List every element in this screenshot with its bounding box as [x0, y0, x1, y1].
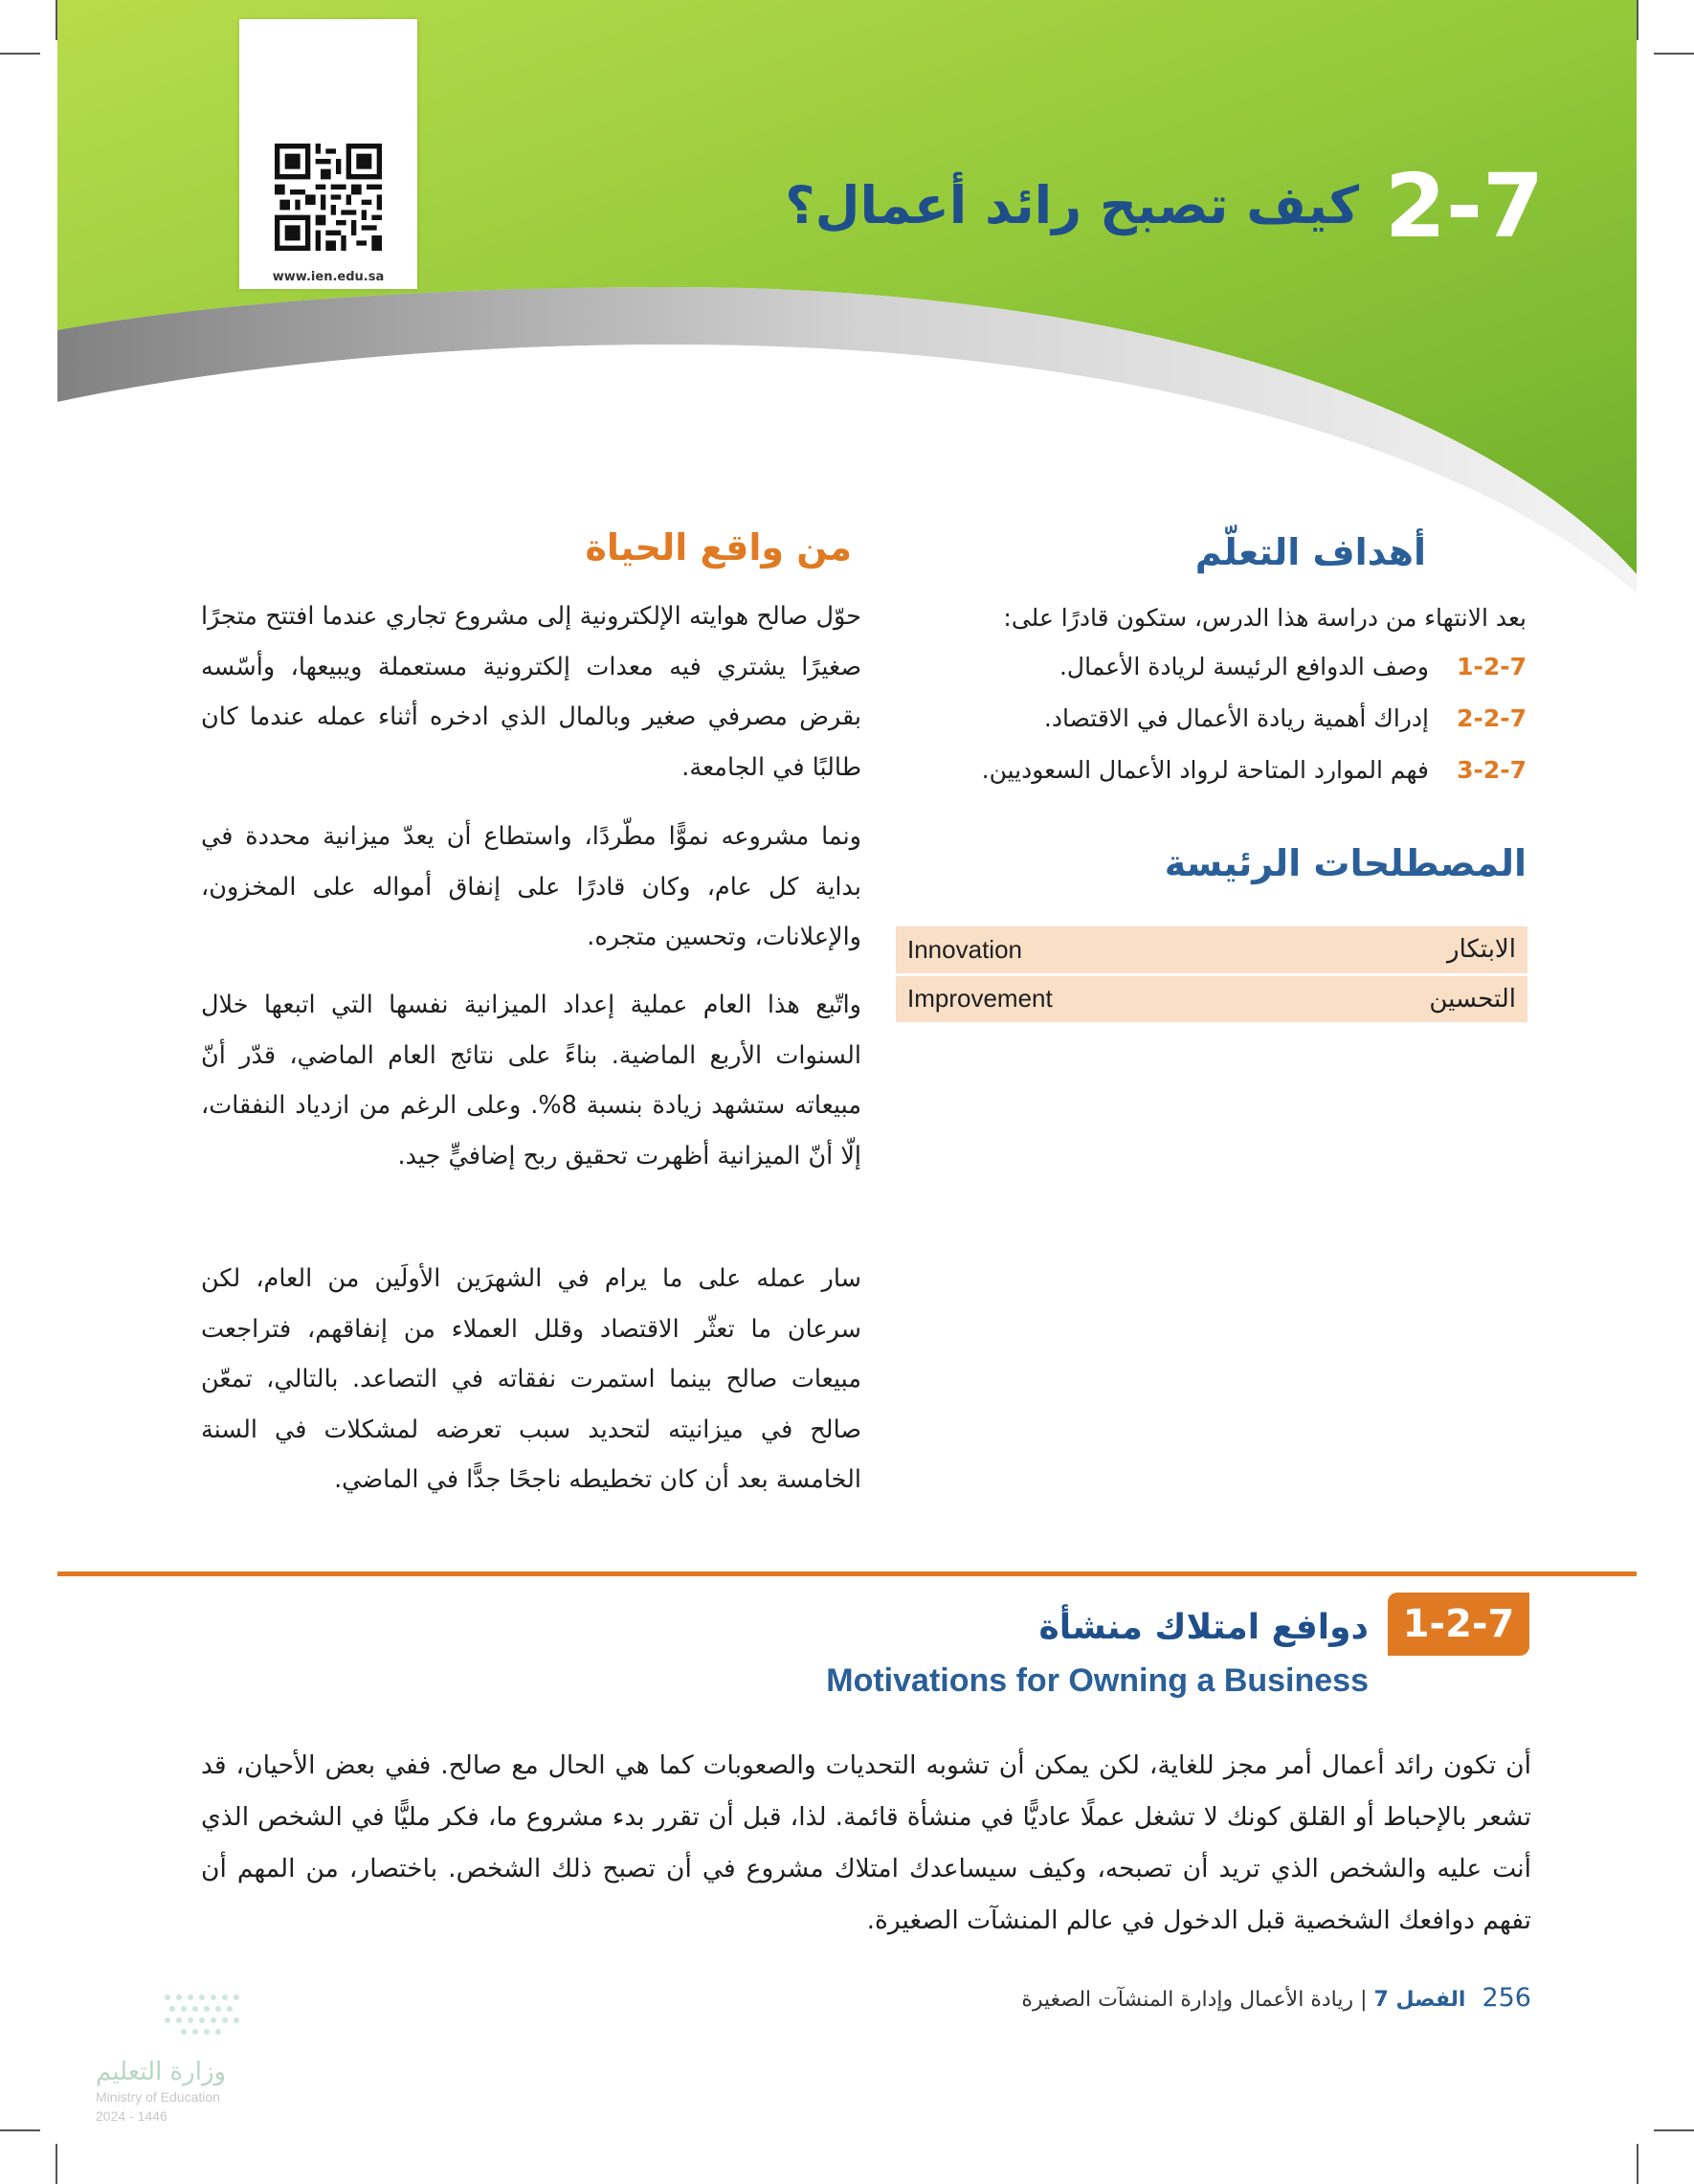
crop-mark: [1637, 2144, 1638, 2184]
objective-item: [900, 704, 1527, 732]
footer-separator: |: [1360, 1988, 1368, 2012]
real-life-paragraph: سار عمله على ما يرام في الشهرَين الأولَين من العام، لكن سرعان ما تعثّر الاقتصاد وقلل العملاء من إنفاقهم، فتراجعت مبيعات صالح بينما استمرت نفقاته في التصاعد. بالتالي، تمعّن صالح في ميزانيته لتحديد سبب تعرضه لمشكلات في السنة الخامسة بعد أن كان تخطيطه ناجحًا جدًّا في الماضي.: [201, 1264, 861, 1494]
section-number-badge: 1-2-7: [1388, 1593, 1529, 1656]
objectives-intro: بعد الانتهاء من دراسة هذا الدرس، ستكون قادرًا على:: [1003, 604, 1527, 632]
objective-text: فهم الموارد المتاحة لرواد الأعمال السعوديين.: [981, 756, 1429, 784]
objective-text: وصف الدوافع الرئيسة لريادة الأعمال.: [1059, 653, 1429, 680]
qr-url[interactable]: www.ien.edu.sa: [272, 270, 385, 284]
objective-item: [900, 756, 1527, 784]
lesson-number: 2-7: [1384, 155, 1545, 257]
page-number: 256: [1482, 1983, 1531, 2013]
section-title-english: Motivations for Owning a Business: [826, 1662, 1369, 1699]
objective-number: 1-2-7: [1457, 653, 1527, 680]
crop-mark: [1654, 2129, 1694, 2131]
qr-card[interactable]: [239, 19, 417, 289]
chapter-label: الفصل 7: [1373, 1988, 1466, 2012]
section-title-arabic: دوافع امتلاك منشأة: [1038, 1608, 1369, 1647]
book-title: ريادة الأعمال وإدارة المنشآت الصغيرة: [1021, 1988, 1354, 2012]
page-footer: [957, 1983, 1531, 2013]
ministry-name-arabic: وزارة التعليم: [96, 2058, 227, 2086]
table-row: [896, 974, 1527, 1022]
ministry-name-english: Ministry of Education: [96, 2089, 220, 2105]
key-terms-table: [896, 926, 1527, 1022]
real-life-paragraph: واتّبع هذا العام عملية إعداد الميزانية نفسها التي اتبعها خلال السنوات الأربع الماضية. بناءً على نتائج العام الماضي، قدّر أنّ مبيعاته ستشهد زيادة بنسبة 8%. وعلى الرغم من ازدياد النفقات، إلّا أنّ الميزانية أظهرت تحقيق ربح إضافيٍّ جيد.: [201, 991, 861, 1170]
term-arabic: الابتكار: [1278, 926, 1527, 974]
term-english: Innovation: [896, 926, 1278, 974]
objective-text: إدراك أهمية ريادة الأعمال في الاقتصاد.: [1043, 704, 1429, 732]
real-life-paragraph: ونما مشروعه نموًّا مطّردًا، واستطاع أن يعدّ ميزانية محددة في بداية كل عام، وكان قادرًا على إنفاق أمواله على المخزون، والإعلانات، وتحسين متجره.: [201, 822, 861, 951]
objective-number: 3-2-7: [1457, 756, 1527, 784]
objectives-heading: أهداف التعلّم: [1194, 531, 1426, 573]
section-body-text: أن تكون رائد أعمال أمر مجز للغاية، لكن يمكن أن تشوبه التحديات والصعوبات كما هي الحال مع صالح. ففي بعض الأحيان، قد تشعر بالإحباط أو القلق كونك لا تشغل عملًا عاديًّا في منشأة قائمة. لذا، قبل أن تقرر بدء مشروع ما، فكر مليًّا في الشخص الذي أنت عليه والشخص الذي تريد أن تصبحه، وكيف سيساعدك امتلاك مشروع في أن تصبح ذلك الشخص. باختصار، من المهم أن تفهم دوافعك الشخصية قبل الدخول في عالم المنشآت الصغيرة.: [201, 1750, 1531, 1935]
lesson-title: كيف تصبح رائد أعمال؟: [785, 175, 1359, 235]
table-row: [896, 926, 1527, 974]
key-terms-heading: المصطلحات الرئيسة: [1164, 842, 1527, 884]
section-divider: [57, 1571, 1637, 1576]
term-english: Improvement: [896, 974, 1278, 1022]
crop-mark: [56, 2144, 57, 2184]
objective-item: [900, 653, 1527, 680]
term-arabic: التحسين: [1278, 974, 1527, 1022]
crop-mark: [0, 2129, 40, 2131]
objective-number: 2-2-7: [1457, 704, 1527, 732]
real-life-heading: من واقع الحياة: [585, 526, 852, 568]
real-life-paragraph: حوّل صالح هوايته الإلكترونية إلى مشروع تجاري عندما افتتح متجرًا صغيرًا يشتري فيه معدات إلكترونية مستعملة ويبيعها، وأسّسه بقرض مصرفي صغير وبالمال الذي ادخره أثناء عمله عندما كان طالبًا في الجامعة.: [201, 602, 861, 782]
qr-code-icon[interactable]: [275, 144, 382, 251]
ministry-year: 2024 - 1446: [96, 2108, 167, 2124]
